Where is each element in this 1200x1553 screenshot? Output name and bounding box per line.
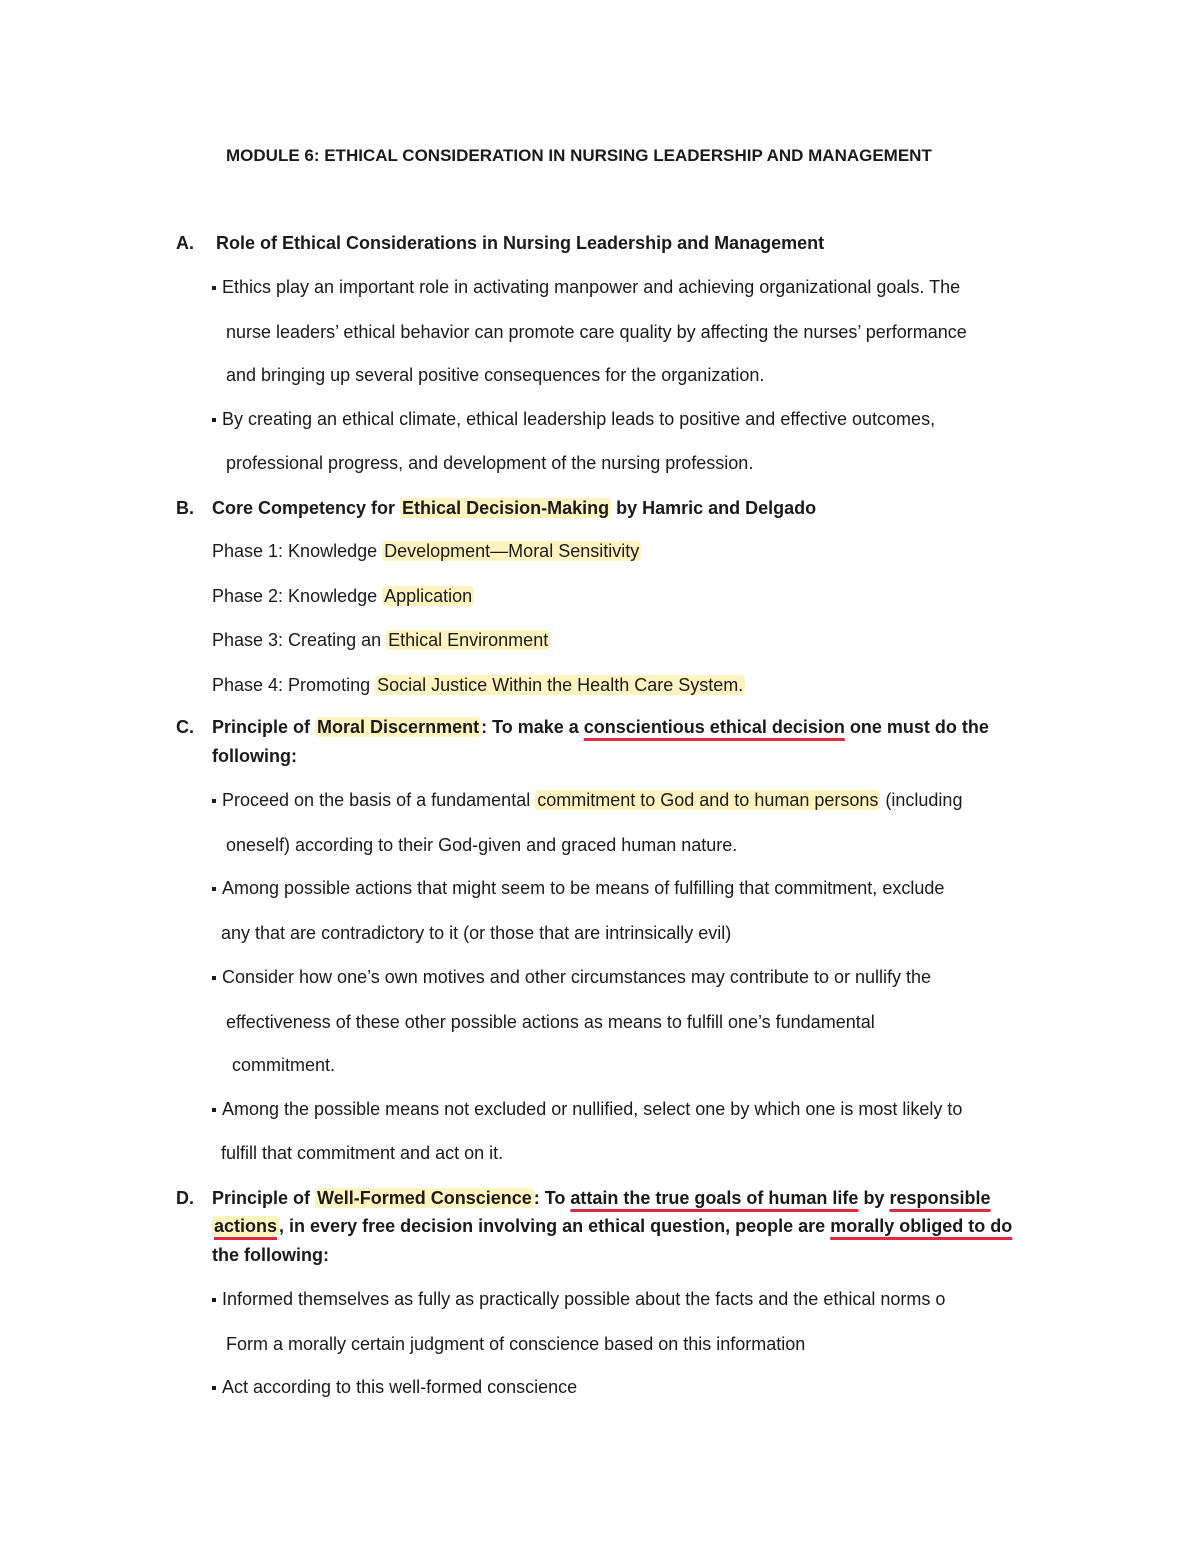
section-c-bullet-2-line-2: any that are contradictory to it (or those that are intrinsically evil)	[221, 923, 732, 943]
underlined-text: conscientious ethical decision	[583, 717, 845, 737]
bullet-icon	[212, 976, 216, 980]
section-c-bullet-4-line-2: fulfill that commitment and act on it.	[221, 1143, 504, 1163]
heading-text: by	[858, 1188, 890, 1208]
bullet-icon	[212, 1386, 216, 1390]
bullet-text: Proceed on the basis of a fundamental	[222, 790, 536, 810]
bullet-text: Informed themselves as fully as practically possible about the facts and the ethical norms o	[222, 1289, 946, 1309]
section-d-heading	[176, 1187, 990, 1209]
section-c-bullet-3-line-1	[212, 966, 931, 988]
underlined-text: attain the true goals of human life	[570, 1188, 859, 1208]
section-a-heading	[176, 232, 824, 254]
section-a-bullet-2-line-2: professional progress, and development of the nursing profession.	[226, 453, 754, 473]
phase-text: Phase 2: Knowledge	[212, 586, 383, 606]
bullet-icon	[212, 799, 216, 803]
phase-text: Phase 3: Creating an	[212, 630, 387, 650]
section-a-heading-text: Role of Ethical Considerations in Nursing Leadership and Management	[216, 233, 825, 253]
heading-text: Core Competency for	[212, 498, 401, 518]
bullet-text: Among possible actions that might seem to be means of fulfilling that commitment, exclude	[222, 878, 945, 898]
bullet-text: (including	[880, 790, 963, 810]
section-c-bullet-1-line-2: oneself) according to their God-given and graced human nature.	[226, 835, 738, 855]
section-a-marker: A.	[176, 233, 194, 253]
section-c-bullet-1-line-1	[212, 789, 962, 811]
bullet-text: By creating an ethical climate, ethical leadership leads to positive and effective outcomes,	[222, 409, 936, 429]
section-d-marker: D.	[176, 1188, 194, 1208]
highlighted-text: Ethical Decision-Making	[402, 498, 610, 518]
phase-2	[212, 585, 474, 607]
section-c-heading	[176, 716, 989, 738]
section-a-bullet-1-line-2: nurse leaders’ ethical behavior can promote care quality by affecting the nurses’ performance	[226, 322, 967, 342]
section-c-heading-line-2: following:	[212, 746, 297, 766]
phase-text: Phase 4: Promoting	[212, 675, 376, 695]
heading-text: Principle of	[212, 1188, 316, 1208]
section-c-bullet-4-line-1	[212, 1098, 962, 1120]
bullet-text: Ethics play an important role in activating manpower and achieving organizational goals. The	[222, 277, 961, 297]
highlighted-text: Well-Formed Conscience	[317, 1188, 532, 1208]
bullet-text: Among the possible means not excluded or nullified, select one by which one is most likely to	[222, 1099, 963, 1119]
section-a-bullet-1-line-3: and bringing up several positive consequences for the organization.	[226, 365, 765, 385]
bullet-text: Consider how one’s own motives and other circumstances may contribute to or nullify the	[222, 967, 932, 987]
section-c-bullet-3-line-2: effectiveness of these other possible actions as means to fulfill one’s fundamental	[226, 1012, 875, 1032]
bullet-icon	[212, 887, 216, 891]
highlighted-text: commitment to God and to human persons	[537, 790, 879, 810]
section-c-bullet-2-line-1	[212, 877, 944, 899]
highlighted-text: Ethical Environment	[388, 630, 549, 650]
section-d-bullet-1-line-2: Form a morally certain judgment of conscience based on this information	[226, 1334, 806, 1354]
page-title: MODULE 6: ETHICAL CONSIDERATION IN NURSING LEADERSHIP AND MANAGEMENT	[226, 146, 932, 165]
section-d-heading-line-3: the following:	[212, 1245, 329, 1265]
section-c-bullet-3-line-3: commitment.	[232, 1055, 336, 1075]
section-a-bullet-1-line-1	[212, 276, 960, 298]
phase-3	[212, 629, 550, 651]
section-a-bullet-2-line-1	[212, 408, 935, 430]
phase-1	[212, 540, 641, 562]
highlighted-text: Development—Moral Sensitivity	[384, 541, 640, 561]
underlined-text: responsible	[889, 1188, 991, 1208]
bullet-icon	[212, 286, 216, 290]
phase-text: Phase 1: Knowledge	[212, 541, 383, 561]
highlighted-text: Application	[384, 586, 473, 606]
heading-text: by Hamric and Delgado	[611, 498, 817, 518]
underlined-text: actions	[214, 1216, 278, 1236]
highlighted-text: Social Justice Within the Health Care System.	[377, 675, 744, 695]
bullet-icon	[212, 1108, 216, 1112]
heading-text: Principle of	[212, 717, 316, 737]
heading-text: , in every free decision involving an ethical question, people are	[279, 1216, 831, 1236]
bullet-icon	[212, 418, 216, 422]
section-b-heading	[176, 497, 816, 519]
phase-4	[212, 674, 745, 696]
heading-text: : To make a	[481, 717, 584, 737]
underlined-text: morally obliged to do	[830, 1216, 1013, 1236]
heading-text: one must do the	[844, 717, 989, 737]
section-d-bullet-2-line-1	[212, 1376, 577, 1398]
heading-text: : To	[533, 1188, 571, 1208]
section-d-bullet-1-line-1	[212, 1288, 945, 1310]
section-d-heading-line-2	[212, 1215, 1012, 1237]
bullet-text: Act according to this well-formed conscience	[222, 1377, 578, 1397]
highlighted-text: Moral Discernment	[317, 717, 480, 737]
bullet-icon	[212, 1298, 216, 1302]
section-c-marker: C.	[176, 717, 194, 737]
section-b-marker: B.	[176, 498, 194, 518]
